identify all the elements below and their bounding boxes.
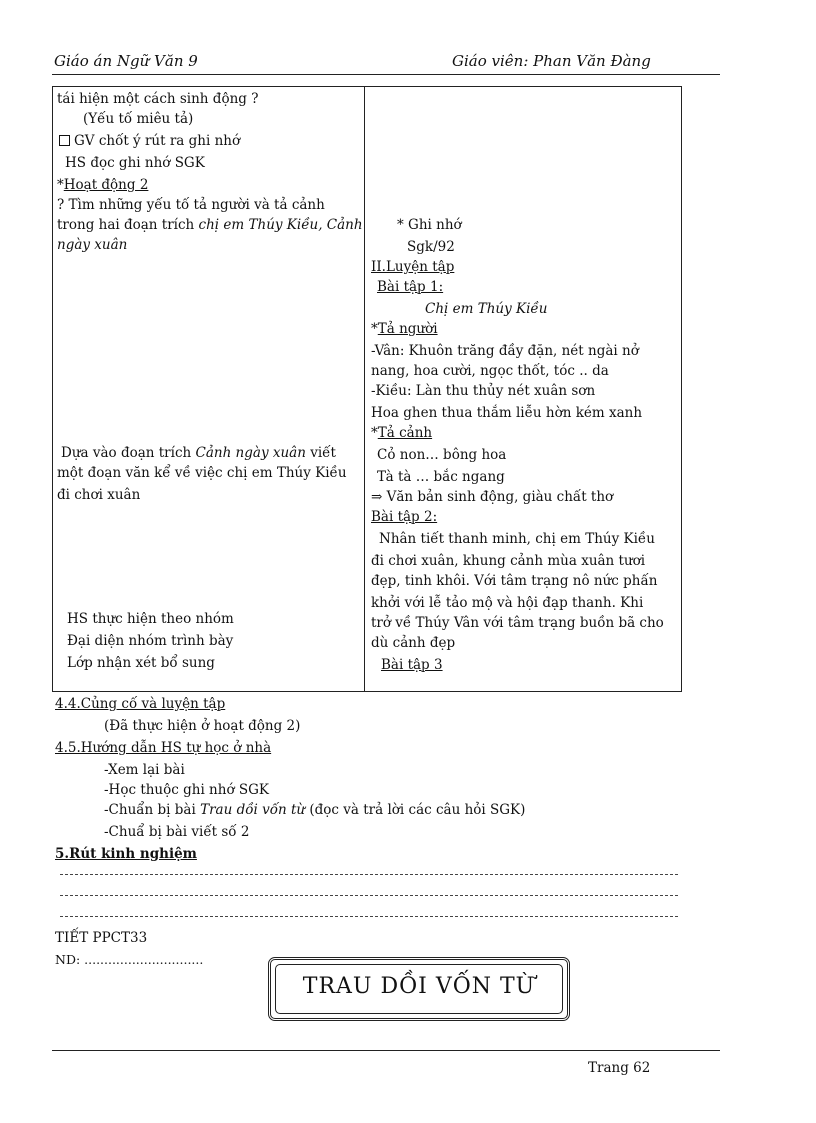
- home-item: -Học thuộc ghi nhớ SGK: [104, 782, 269, 798]
- left-line: đi chơi xuân: [57, 487, 141, 503]
- right-line: * Ghi nhớ: [397, 217, 462, 233]
- header-rule: [52, 74, 720, 75]
- left-line: Đại diện nhóm trình bày: [67, 633, 234, 649]
- right-line: Nhân tiết thanh minh, chị em Thúy Kiều: [379, 531, 655, 547]
- dashed-line: [60, 895, 678, 896]
- left-line: tái hiện một cách sinh động ?: [57, 91, 259, 107]
- left-line: một đoạn văn kể về việc chị em Thúy Kiều: [57, 465, 347, 481]
- right-line: Cỏ non… bông hoa: [377, 447, 507, 463]
- dashed-line: [60, 874, 678, 875]
- right-line: đẹp, tinh khôi. Với tâm trạng nô nức phấn: [371, 573, 658, 589]
- right-line: -Vân: Khuôn trăng đầy đặn, nét ngài nở: [371, 343, 639, 359]
- right-line: Sgk/92: [407, 239, 455, 255]
- right-line: Bài tập 1:: [377, 279, 444, 295]
- header-right: Giáo viên: Phan Văn Đàng: [452, 52, 651, 70]
- right-line: Bài tập 2:: [371, 509, 438, 525]
- lesson-title: TRAU DỒI VỐN TỪ: [302, 974, 536, 999]
- lesson-table: [52, 86, 682, 692]
- left-line: trong hai đoạn trích chị em Thúy Kiều, Cảnh: [57, 217, 363, 233]
- left-line: (Yếu tố miêu tả): [83, 111, 194, 127]
- right-line: II.Luyện tập: [371, 259, 455, 275]
- section-4-4: 4.4.Củng cố và luyện tập: [55, 696, 226, 712]
- left-line: HS đọc ghi nhớ SGK: [65, 155, 205, 171]
- section-5: 5.Rút kinh nghiệm: [55, 846, 197, 862]
- home-item: -Chuẩ bị bài viết số 2: [104, 824, 250, 840]
- header-left: Giáo án Ngữ Văn 9: [54, 52, 198, 70]
- page-number: Trang 62: [588, 1060, 651, 1076]
- checkbox-icon: [59, 135, 70, 146]
- right-line: nang, hoa cười, ngọc thốt, tóc .. da: [371, 363, 609, 379]
- right-line: *Tả người: [371, 321, 438, 337]
- left-line: GV chốt ý rút ra ghi nhớ: [59, 131, 240, 151]
- right-line: khởi với lễ tảo mộ và hội đạp thanh. Khi: [371, 595, 644, 611]
- right-line: dù cảnh đẹp: [371, 635, 456, 651]
- left-line: ? Tìm những yếu tố tả người và tả cảnh: [57, 197, 325, 213]
- left-line: *Hoạt động 2: [57, 177, 149, 193]
- left-line: Lớp nhận xét bổ sung: [67, 655, 215, 671]
- tiet-label: TIẾT PPCT33: [55, 930, 148, 946]
- section-4-4-note: (Đã thực hiện ở hoạt động 2): [104, 718, 301, 734]
- nd-label: ND: ..............................: [55, 952, 204, 967]
- right-line: *Tả cảnh: [371, 425, 433, 441]
- left-line: HS thực hiện theo nhóm: [67, 611, 234, 627]
- right-line: trở về Thúy Vân với tâm trạng buồn bã cho: [371, 615, 664, 631]
- right-line: -Kiều: Làn thu thủy nét xuân sơn: [371, 383, 596, 399]
- footer-rule: [52, 1050, 720, 1051]
- lesson-title-box: [268, 957, 570, 1021]
- left-line: Dựa vào đoạn trích Cảnh ngày xuân viết: [61, 445, 336, 461]
- right-line: Chị em Thúy Kiều: [425, 301, 548, 317]
- section-4-5: 4.5.Hướng dẫn HS tự học ở nhà: [55, 740, 272, 756]
- column-divider: [364, 87, 365, 691]
- left-line: ngày xuân: [57, 237, 128, 253]
- right-line: đi chơi xuân, khung cảnh mùa xuân tươi: [371, 553, 646, 569]
- home-item: -Xem lại bài: [104, 762, 185, 778]
- right-line: Tà tà … bắc ngang: [377, 469, 505, 485]
- right-line: Hoa ghen thua thắm liễu hờn kém xanh: [371, 405, 643, 421]
- home-item: -Chuẩn bị bài Trau dồi vốn từ (đọc và trả lời các câu hỏi SGK): [104, 802, 526, 818]
- dashed-line: [60, 916, 678, 917]
- right-line: ⇒ Văn bản sinh động, giàu chất thơ: [371, 489, 614, 505]
- right-line: Bài tập 3: [381, 657, 443, 673]
